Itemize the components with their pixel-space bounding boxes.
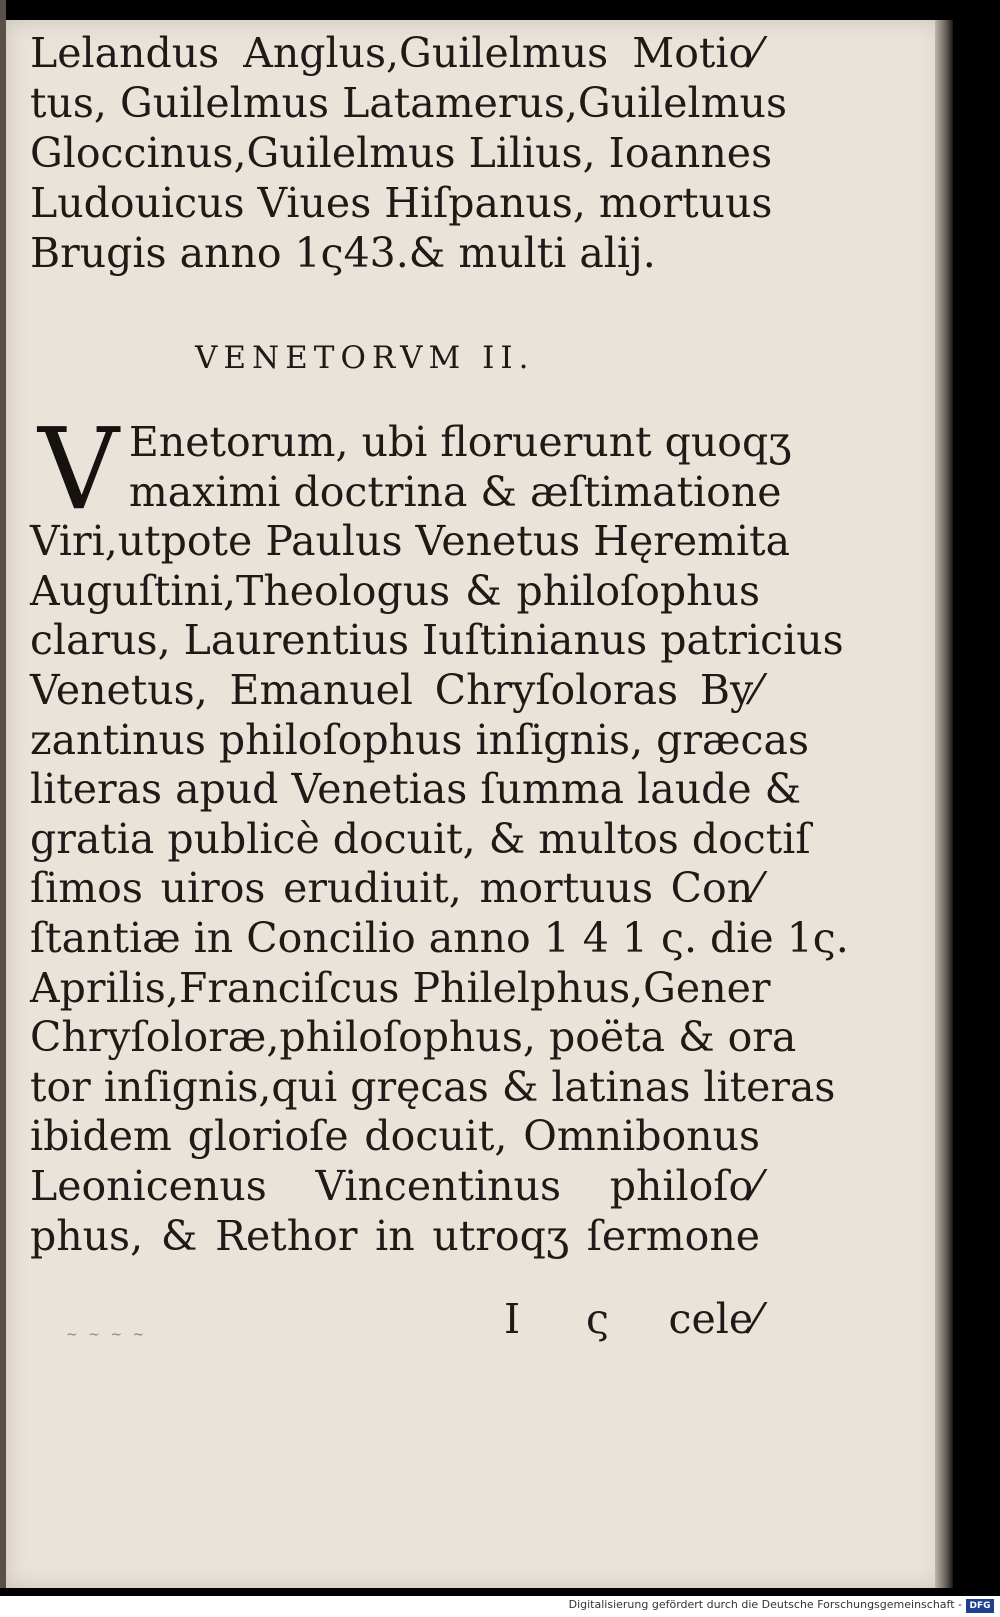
text-line: Ludouicus Viues Hiſpanus, mortuus [30,179,773,227]
text-line: Enetorum, ubi floruerunt quoqʒ [128,418,792,466]
text-line: Brugis anno 1ς43.& multi alij. [30,229,656,277]
footer-credit: Digitalisierung gefördert durch die Deutsche Forschungsgemeinschaft - [568,1598,962,1611]
text-line: gratia publicè docuit, & multos doctiſ [30,814,811,863]
signature-number: ς [586,1295,609,1343]
text-line: Lelandus Anglus,Guilelmus Motio⁄ [30,29,760,77]
text-line: zantinus philoſophus inſignis, græcas [30,715,809,764]
text-line: tor inſignis,qui gręcas & latinas literas [30,1062,836,1111]
text-line: literas apud Venetias ſumma laude & [30,765,802,814]
ink-smudge [66,1310,176,1328]
text-line: phus, & Rethor in utroqʒ ſermone [30,1211,760,1260]
top-paragraph [30,28,787,278]
dfg-logo: DFG [966,1599,994,1613]
page-right-edge-shadow [935,20,953,1588]
text-line: tus, Guilelmus Latamerus,Guilelmus [30,79,787,127]
text-line: Auguſtini,Theologus & philoſophus [30,566,760,615]
text-line: maximi doctrina & æſtimatione [128,467,782,516]
text-line: Viri,utpote Paulus Venetus Hęremita [30,517,791,566]
text-line: clarus, Laurentius Iuſtinianus patricius [30,616,844,665]
catchword: cele⁄ [668,1295,760,1343]
drop-capital: V [38,405,119,535]
text-line: ibidem glorioſe docuit, Omnibonus [30,1112,760,1161]
text-line: Chryſoloræ,philoſophus, poëta & ora [30,1013,797,1062]
text-line: Leonicenus Vincentinus philoſo⁄ [30,1161,760,1210]
text-line: Aprilis,Franciſcus Philelphus,Gener [30,963,771,1012]
body-paragraph [30,405,849,1261]
text-line: ſtantiæ in Concilio anno 1 4 1 ς. die 1ς. [30,913,849,962]
section-heading: VENETORVM II. [195,340,535,376]
text-line: Venetus, Emanuel Chryſoloras By⁄ [30,665,760,714]
text-line: Gloccinus,Guilelmus Lilius, Ioannes [30,129,773,177]
signature-mark: I [504,1295,521,1343]
text-line: ſimos uiros erudiuit, mortuus Con⁄ [30,864,760,913]
digitization-footer [0,1596,1000,1617]
